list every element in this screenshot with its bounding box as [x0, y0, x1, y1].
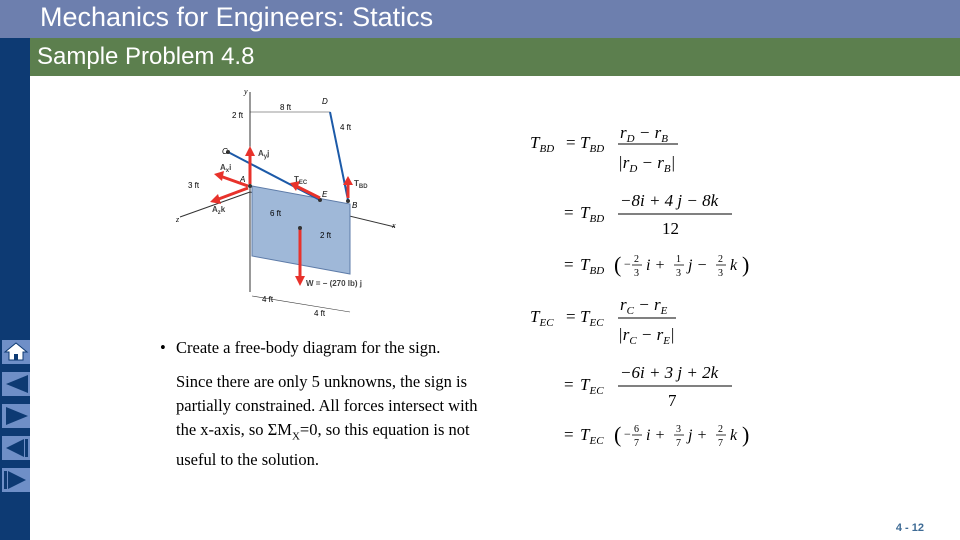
svg-text:TBD: $T_{BD}$ [580, 255, 605, 277]
paragraph-part-1: Since there are only 5 unknowns, the sign is partially constrained. All forces intersect with the x-axis, so ΣM [176, 372, 478, 439]
subheader-bar [30, 38, 960, 76]
svg-text:2: 2 [718, 424, 723, 435]
eq6-term-1: − [624, 427, 631, 441]
dim-4ft-bottom-1: 4 ft [262, 295, 274, 304]
svg-text:TEC: $T_{EC}$ [580, 425, 604, 447]
point-a-label: A [240, 175, 246, 184]
dim-8ft: 8 ft [280, 103, 292, 112]
dim-4ft-bottom-2: 4 ft [314, 309, 326, 318]
point-c-label: C [222, 147, 228, 156]
svg-text:): ) [742, 252, 750, 277]
svg-text:=: = [564, 375, 574, 394]
header-bar [0, 0, 960, 38]
eq3-term-1: − [624, 257, 631, 271]
point-d-label: D [322, 97, 328, 106]
t-bd-vector: $T_{BD}$ [530, 133, 555, 155]
svg-text:=: = [566, 307, 576, 326]
svg-text:i +: i + [646, 427, 666, 444]
ay-force-label: $A_yj$ [258, 149, 270, 160]
next-slide-icon[interactable] [2, 404, 30, 428]
point-b-label: B [352, 201, 358, 210]
bullet-mark: • [160, 338, 166, 357]
svg-text:(: ( [614, 422, 622, 447]
svg-text:TBD: $T_{BD}$ [580, 203, 605, 225]
svg-text:3: 3 [634, 268, 639, 279]
constraint-paragraph [160, 370, 500, 472]
bullet-text: Create a free-body diagram for the sign. [176, 338, 441, 357]
svg-text:3: 3 [676, 268, 681, 279]
eq4-denominator: $|r_C - r_E|$ [618, 325, 675, 347]
dim-6ft: 6 ft [270, 209, 282, 218]
free-body-diagram [170, 82, 410, 326]
svg-text:1: 1 [676, 254, 681, 265]
svg-text:=: = [564, 425, 574, 444]
y-axis-label: y [244, 87, 248, 96]
svg-text:3: 3 [718, 268, 723, 279]
ax-force-label: $A_xi$ [220, 163, 232, 174]
dim-2ft-right: 2 ft [320, 231, 332, 240]
first-slide-icon[interactable] [2, 372, 30, 396]
svg-text:=: = [564, 255, 574, 274]
eq1-numerator: $r_D - r_B$ [620, 123, 668, 145]
last-slide-icon[interactable] [2, 468, 30, 492]
point-e-label: E [322, 190, 328, 199]
svg-text:7: 7 [718, 438, 723, 449]
svg-text:TEC: $T_{EC}$ [580, 375, 604, 397]
svg-text:=: = [566, 133, 576, 152]
eq1-denominator: $|r_D - r_B|$ [618, 153, 676, 175]
dim-2ft-top: 2 ft [232, 111, 244, 120]
svg-text:k: k [730, 257, 738, 274]
svg-text:): ) [742, 422, 750, 447]
svg-text:=: = [564, 203, 574, 222]
svg-text:i +: i + [646, 257, 666, 274]
svg-text:TBD: $T_{BD}$ [580, 133, 605, 155]
az-force-label: $A_zk$ [212, 205, 226, 216]
home-icon[interactable] [2, 340, 30, 364]
svg-text:j +: j + [688, 427, 708, 444]
svg-text:(: ( [614, 252, 622, 277]
svg-text:2: 2 [718, 254, 723, 265]
dim-4ft: 4 ft [340, 123, 352, 132]
dim-3ft: 3 ft [188, 181, 200, 190]
eq4-numerator: $r_C - r_E$ [620, 295, 668, 317]
svg-text:2: 2 [634, 254, 639, 265]
svg-text:j −: j − [688, 257, 708, 274]
bullet-item [160, 336, 500, 360]
previous-slide-icon[interactable] [2, 436, 30, 460]
svg-text:7: 7 [676, 438, 681, 449]
tbd-force-label: $T_{BD}$ [354, 179, 368, 190]
course-title: Mechanics for Engineers: Statics [40, 2, 434, 32]
x-axis-label: x [392, 221, 396, 230]
equation-block [520, 110, 770, 460]
t-ec-vector: $T_{EC}$ [530, 307, 554, 329]
svg-text:k: k [730, 427, 738, 444]
weight-label: W = − (270 lb) j [306, 279, 363, 288]
eq2-denominator: 12 [662, 219, 679, 238]
svg-text:7: 7 [634, 438, 639, 449]
slide-title: Sample Problem 4.8 [37, 43, 255, 70]
z-axis-label: z [176, 215, 180, 224]
svg-text:6: 6 [634, 424, 639, 435]
paragraph-part-2: =0, so this equation is not useful to the solution. [176, 420, 470, 470]
svg-text:3: 3 [676, 424, 681, 435]
svg-text:TEC: $T_{EC}$ [580, 307, 604, 329]
navigation-strip [0, 38, 30, 540]
eq5-numerator: −6i + 3 j + 2k [620, 363, 719, 382]
eq5-denominator: 7 [668, 391, 677, 410]
eq2-numerator: −8i + 4 j − 8k [620, 191, 719, 210]
explanation-text [160, 336, 500, 472]
tec-force-label: $T_{EC}$ [294, 175, 308, 186]
page-number: 4 - 12 [895, 522, 924, 534]
paragraph-subscript: X [291, 430, 300, 443]
